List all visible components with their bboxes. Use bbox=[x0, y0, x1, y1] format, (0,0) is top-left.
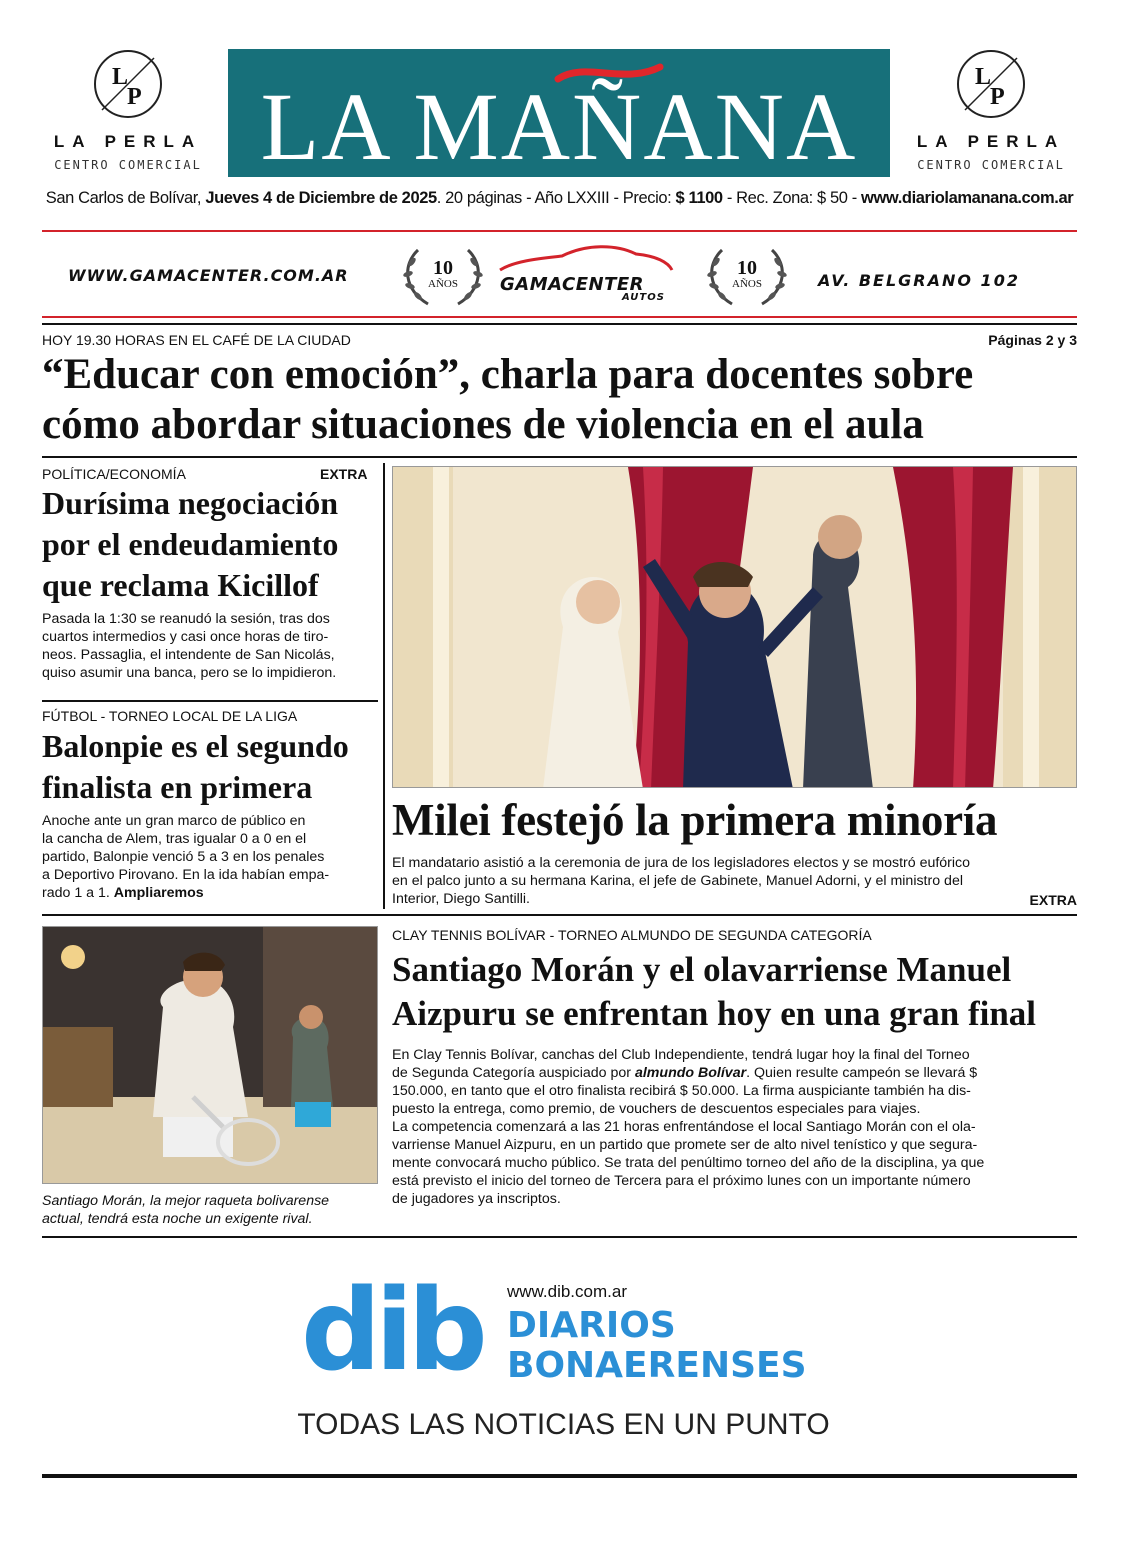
tennis-body-line: de jugadores ya inscriptos. bbox=[392, 1191, 561, 1207]
anniversary-badge-right bbox=[702, 240, 792, 310]
edition-info-line bbox=[42, 189, 1077, 208]
lead-kicker: HOY 19.30 HORAS EN EL CAFÉ DE LA CIUDAD bbox=[42, 332, 351, 348]
gamacenter-sub: AUTOS bbox=[622, 292, 665, 303]
tennis-caption bbox=[42, 1192, 378, 1228]
dib-name-line1: DIARIOS bbox=[507, 1305, 676, 1346]
milei-photo bbox=[392, 466, 1077, 788]
politics-headline-2[interactable]: por el endeudamiento bbox=[42, 526, 339, 562]
dib-logo-icon: dib bbox=[301, 1266, 482, 1396]
newspaper-title-box bbox=[228, 49, 890, 180]
politics-body-line: Pasada la 1:30 se reanudó la sesión, tras dos bbox=[42, 611, 330, 627]
tennis-body-line: mente convocará mucho público. Se trata del penúltimo torneo del año de la disciplina, ya que bbox=[392, 1155, 985, 1171]
tennis-photo-illustration bbox=[43, 927, 378, 1184]
football-body-text: rado 1 a 1. bbox=[42, 885, 114, 901]
gamacenter-logo[interactable] bbox=[496, 242, 676, 306]
milei-body-line: Interior, Diego Santilli. bbox=[392, 891, 531, 907]
lp-monogram-icon bbox=[94, 50, 162, 118]
svg-text:L: L bbox=[112, 64, 129, 90]
tennis-caption-line: Santiago Morán, la mejor raqueta bolivarense bbox=[42, 1193, 330, 1209]
lead-bottom-rule bbox=[42, 456, 1077, 458]
politics-headline-1[interactable]: Durísima negociación bbox=[42, 485, 338, 521]
tennis-body bbox=[392, 1046, 1077, 1208]
football-body-line bbox=[42, 884, 378, 902]
left-sponsor-logo bbox=[38, 50, 218, 172]
edition-website[interactable]: www.diariolamanana.com.ar bbox=[861, 189, 1074, 207]
tennis-body-line: está previsto el inicio del torneo de Tercera para el próximo lunes con un importante número bbox=[392, 1173, 971, 1189]
football-headline-2[interactable]: finalista en primera bbox=[42, 769, 313, 805]
newspaper-title: LA MAÑANA bbox=[260, 73, 858, 180]
column-vertical-divider bbox=[383, 463, 385, 909]
milei-body-line: El mandatario asistió a la ceremonia de jura de los legisladores electos y se mostró eufórico bbox=[392, 855, 971, 871]
politics-tag: EXTRA bbox=[320, 466, 368, 482]
milei-headline[interactable]: Milei festejó la primera minoría bbox=[392, 795, 998, 845]
badge-number: 10 bbox=[737, 257, 757, 279]
lp-monogram-icon bbox=[957, 50, 1025, 118]
car-outline-icon bbox=[496, 242, 676, 272]
football-body-line: Anoche ante un gran marco de público en bbox=[42, 813, 306, 829]
football-body-line: a Deportivo Pirovano. En la ida habían empa- bbox=[42, 867, 330, 883]
milei-body-line: en el palco junto a su hermana Karina, el jefe de Gabinete, Manuel Adorni, y el ministro del bbox=[392, 873, 963, 889]
dib-ad[interactable] bbox=[295, 1266, 855, 1420]
tennis-body-line: La competencia comenzará a las 21 horas enfrentándose el local Santiago Morán con el ola- bbox=[392, 1119, 976, 1135]
left-column-divider bbox=[42, 700, 378, 702]
page-bottom-rule bbox=[42, 1474, 1077, 1478]
top-divider bbox=[42, 230, 1077, 232]
dib-name-line2: BONAERENSES bbox=[507, 1345, 807, 1386]
tennis-body-line: varriense Manuel Aizpuru, en un partido que promete ser de alto nivel tenístico y que segura- bbox=[392, 1137, 978, 1153]
svg-text:P: P bbox=[990, 84, 1005, 110]
football-body bbox=[42, 812, 378, 902]
right-sponsor-logo bbox=[901, 50, 1081, 172]
ad-bottom-divider bbox=[42, 316, 1077, 318]
tennis-headline-1[interactable]: Santiago Morán y el olavarriense Manuel bbox=[392, 950, 1012, 989]
milei-photo-illustration bbox=[393, 467, 1077, 788]
edition-date: Jueves 4 de Diciembre de 2025 bbox=[205, 189, 437, 207]
badge-number: 10 bbox=[433, 257, 453, 279]
edition-rec-zona: - Rec. Zona: $ 50 - bbox=[722, 189, 862, 207]
bottom-story-divider bbox=[42, 1236, 1077, 1238]
politics-body-line: quiso asumir una banca, pero se lo impidieron. bbox=[42, 665, 337, 681]
gamacenter-brand: GAMACENTER bbox=[500, 274, 644, 295]
football-body-line: partido, Balonpie venció 5 a 3 en los penales bbox=[42, 849, 325, 865]
politics-kicker: POLÍTICA/ECONOMÍA bbox=[42, 466, 186, 482]
tennis-body-text: . Quien resulte campeón se llevará $ bbox=[746, 1065, 978, 1081]
lead-pages: Páginas 2 y 3 bbox=[988, 332, 1077, 348]
badge-word: AÑOS bbox=[428, 278, 458, 290]
tennis-sponsor: almundo Bolívar bbox=[634, 1065, 747, 1081]
politics-body-line: cuartos intermedios y casi once horas de tiro- bbox=[42, 629, 329, 645]
right-sponsor-name: LA PERLA bbox=[916, 132, 1066, 151]
tennis-kicker: CLAY TENNIS BOLÍVAR - TORNEO ALMUNDO DE SEGUNDA CATEGORÍA bbox=[392, 927, 872, 943]
football-more: Ampliaremos bbox=[113, 885, 204, 901]
tennis-body-line: puesto la entrega, como premio, de vouchers de descuentos especiales para viajes. bbox=[392, 1101, 921, 1117]
milei-body bbox=[392, 854, 1077, 908]
middle-divider bbox=[42, 914, 1077, 916]
svg-text:L: L bbox=[975, 64, 992, 90]
ad-left-url[interactable]: WWW.GAMACENTER.COM.AR bbox=[68, 266, 349, 285]
politics-body-line: neos. Passaglia, el intendente de San Nicolás, bbox=[42, 647, 335, 663]
badge-word: AÑOS bbox=[732, 278, 762, 290]
tennis-body-text: de Segunda Categoría auspiciado por bbox=[392, 1065, 635, 1081]
lead-headline-2[interactable]: cómo abordar situaciones de violencia en el aula bbox=[42, 401, 924, 448]
tennis-headline-2[interactable]: Aizpuru se enfrentan hoy en una gran final bbox=[392, 994, 1037, 1033]
football-headline-1[interactable]: Balonpie es el segundo bbox=[42, 728, 349, 764]
tennis-caption-line: actual, tendrá esta noche un exigente rival. bbox=[42, 1211, 313, 1227]
lead-top-rule bbox=[42, 323, 1077, 325]
anniversary-badge-left bbox=[398, 240, 488, 310]
lead-headline-1[interactable]: “Educar con emoción”, charla para docentes sobre bbox=[42, 351, 974, 398]
tennis-body-line bbox=[392, 1064, 1077, 1082]
dib-slogan: TODAS LAS NOTICIAS EN UN PUNTO bbox=[297, 1408, 830, 1441]
ad-right-address: AV. BELGRANO 102 bbox=[818, 271, 1020, 290]
right-sponsor-sub: CENTRO COMERCIAL bbox=[917, 158, 1065, 172]
tennis-photo bbox=[42, 926, 378, 1184]
dib-url[interactable]: www.dib.com.ar bbox=[507, 1282, 627, 1301]
politics-headline-3[interactable]: que reclama Kicillof bbox=[42, 567, 319, 603]
tennis-body-line: 150.000, en tanto que el otro finalista recibirá $ 50.000. La firma auspiciante también ha dis- bbox=[392, 1083, 971, 1099]
football-body-line: la cancha de Alem, tras igualar 0 a 0 en el bbox=[42, 831, 307, 847]
football-kicker: FÚTBOL - TORNEO LOCAL DE LA LIGA bbox=[42, 708, 298, 724]
left-sponsor-name: LA PERLA bbox=[53, 132, 203, 151]
edition-price: $ 1100 bbox=[675, 189, 723, 207]
milei-tag: EXTRA bbox=[1029, 892, 1077, 908]
left-sponsor-sub: CENTRO COMERCIAL bbox=[54, 158, 202, 172]
politics-body bbox=[42, 610, 378, 682]
svg-text:P: P bbox=[127, 84, 142, 110]
tennis-body-line: En Clay Tennis Bolívar, canchas del Club Independiente, tendrá lugar hoy la final del Torneo bbox=[392, 1047, 970, 1063]
edition-details: . 20 páginas - Año LXXIII - Precio: bbox=[436, 189, 676, 207]
edition-place: San Carlos de Bolívar, bbox=[45, 189, 206, 207]
